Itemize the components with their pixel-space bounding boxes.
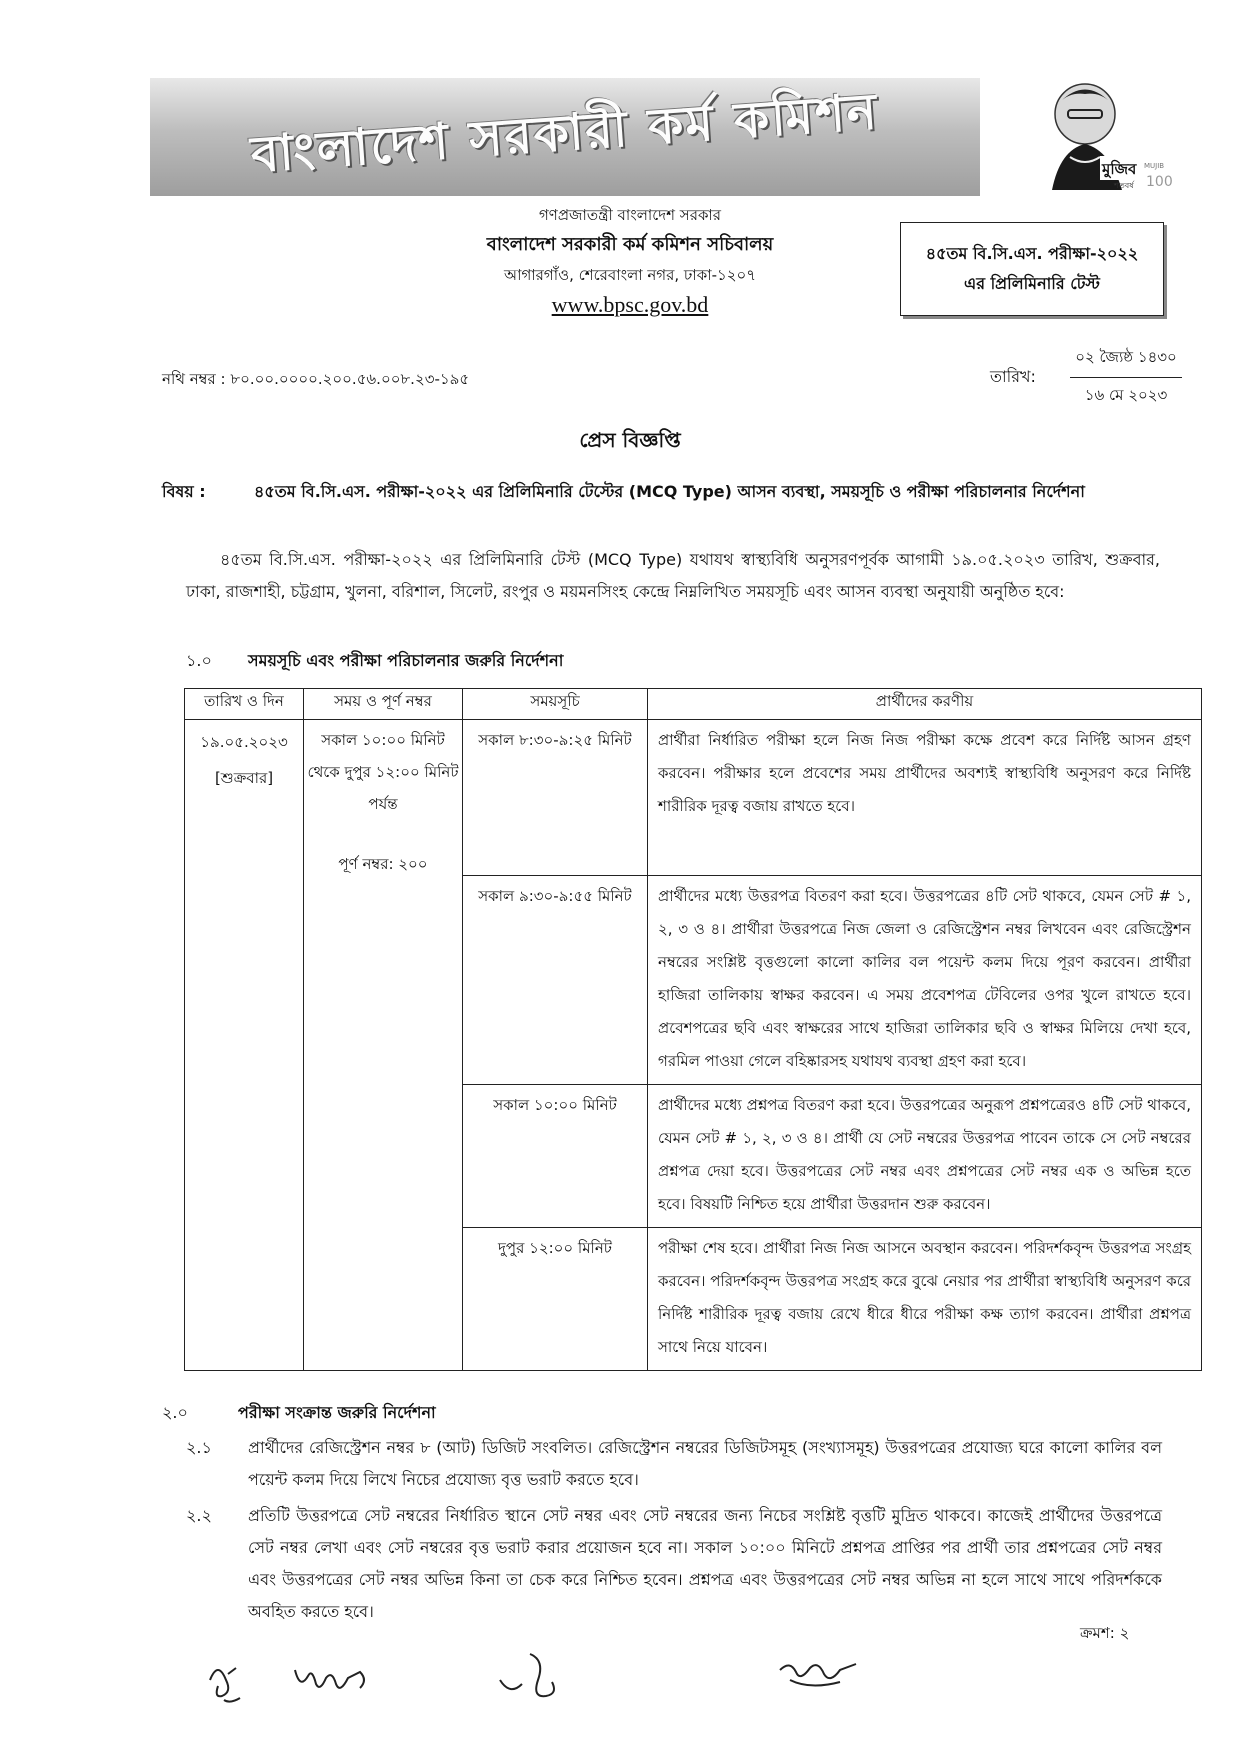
signatures <box>200 1640 920 1720</box>
table-row <box>185 720 1202 876</box>
exam-box-line2: এর প্রিলিমিনারি টেস্ট <box>964 274 1100 293</box>
instruction-cell: প্রার্থীদের মধ্যে উত্তরপত্র বিতরণ করা হবে। উত্তরপত্রের ৪টি সেট থাকবে, যেমন সেট # ১, ২, ৩ ও ৪। প্রার্থীরা উত্তরপত্রে নিজ জেলা ও রেজিস্ট্রেশন নম্বর লিখবেন এবং রেজিস্ট্রেশন নম্বরের সংশ্লিষ্ট বৃত্তগুলো কালো কালির বল পয়েন্ট কলম দিয়ে পূরণ করবেন। প্রার্থীরা হাজিরা তালিকায় স্বাক্ষর করবেন। এ সময় প্রবেশপত্র টেবিলের ওপর খুলে রাখতে হবে। প্রবেশপত্রের ছবি এবং স্বাক্ষরের সাথে হাজিরা তালিকার ছবি ও স্বাক্ষর মিলিয়ে দেখা হবে, গরমিল পাওয়া গেলে বহিষ্কারসহ যথাযথ ব্যবস্থা গ্রহণ করা হবে। <box>648 876 1202 1085</box>
mujib-centenary-logo <box>1030 72 1173 192</box>
date-english: ১৬ মে ২০২৩ <box>1084 386 1168 404</box>
exam-date: ১৯.০৫.২০২৩ <box>200 733 288 751</box>
instruction-number: ২.১ <box>186 1438 212 1457</box>
gov-name: গণপ্রজাতন্ত্রী বাংলাদেশ সরকার <box>538 206 722 224</box>
time-range: সকাল ১০:০০ মিনিট থেকে দুপুর ১২:০০ মিনিট পর্যন্ত <box>307 731 459 813</box>
signature-4 <box>780 1664 856 1686</box>
logo-subtext: শতবর্ষ <box>1114 181 1134 190</box>
logo-number: 100 <box>1146 174 1173 190</box>
signature-3 <box>500 1654 554 1696</box>
logo-mujib-text: MUJIB <box>1144 162 1165 170</box>
section1-heading <box>186 648 1086 676</box>
address: আগারগাঁও, শেরেবাংলা নগর, ঢাকা-১২০৭ <box>503 266 757 284</box>
continued-page-marker: ক্রমশ: ২ <box>1080 1624 1130 1642</box>
header-time-marks: সময় ও পূর্ণ নম্বর <box>304 689 463 720</box>
exam-date-cell <box>185 720 304 1371</box>
exam-box-line1: ৪৫তম বি.সি.এস. পরীক্ষা-২০২২ <box>925 244 1139 263</box>
header-schedule: সময়সূচি <box>463 689 648 720</box>
section1-title: সময়সূচি এবং পরীক্ষা পরিচালনার জরুরি নির্দেশনা <box>248 651 564 670</box>
section2-title: পরীক্ষা সংক্রান্ত জরুরি নির্দেশনা <box>238 1403 436 1422</box>
signature-1 <box>210 1668 240 1702</box>
header-banner <box>150 78 980 196</box>
instruction-number: ২.২ <box>186 1506 212 1525</box>
instruction-cell: প্রার্থীদের মধ্যে প্রশ্নপত্র বিতরণ করা হবে। উত্তরপত্রের অনুরূপ প্রশ্নপত্রেরও ৪টি সেট থাকবে, যেমন সেট # ১, ২, ৩ ও ৪। প্রার্থী যে সেট নম্বরের উত্তরপত্র পাবেন তাকে সে সেট নম্বরের প্রশ্নপত্র দেয়া হবে। উত্তরপত্রের সেট নম্বর এবং প্রশ্নপত্রের সেট নম্বর এক ও অভিন্ন হতে হবে। বিষয়টি নিশ্চিত হয়ে প্রার্থীরা উত্তরদান শুরু করবেন। <box>648 1085 1202 1228</box>
intro-paragraph: ৪৫তম বি.সি.এস. পরীক্ষা-২০২২ এর প্রিলিমিনারি টেস্ট (MCQ Type) যথাযথ স্বাস্থ্যবিধি অনুসরণপূর্বক আগামী ১৯.০৫.২০২৩ তারিখ, শুক্রবার, ঢাকা, রাজশাহী, চট্টগ্রাম, খুলনা, বরিশাল, সিলেট, রংপুর ও ময়মনসিংহ কেন্দ্রে নিম্নলিখিত সময়সূচি এবং আসন ব্যবস্থা অনুযায়ী অনুষ্ঠিত হবে: <box>186 550 1160 601</box>
file-number: নথি নম্বর : ৮০.০০.০০০০.২০০.৫৬.০০৮.২৩-১৯৫ <box>162 370 470 388</box>
banner-text: বাংলাদেশ সরকারী কর্ম কমিশন <box>248 81 881 184</box>
schedule-cell: সকাল ৯:৩০-৯:৫৫ মিনিট <box>463 876 648 1085</box>
instruction-item <box>186 1500 1162 1628</box>
instruction-cell: পরীক্ষা শেষ হবে। প্রার্থীরা নিজ নিজ আসনে অবস্থান করবেন। পরিদর্শকবৃন্দ উত্তরপত্র সংগ্রহ করবেন। পরিদর্শকবৃন্দ উত্তরপত্র সংগ্রহ করে বুঝে নেয়ার পর প্রার্থীরা স্বাস্থ্যবিধি অনুসরণ করে নির্দিষ্ট শারীরিক দূরত্ব বজায় রেখে ধীরে ধীরে পরীক্ষা কক্ষ ত্যাগ করবেন। প্রার্থীরা প্রশ্নপত্র সাথে নিয়ে যাবেন। <box>648 1228 1202 1371</box>
exam-day: [শুক্রবার] <box>214 769 274 787</box>
press-release-title: প্রেস বিজ্ঞপ্তি <box>579 428 681 452</box>
header-candidate-tasks: প্রার্থীদের করণীয় <box>648 689 1202 720</box>
schedule-table <box>184 688 1202 1371</box>
signature-2 <box>295 1670 364 1688</box>
section2-heading <box>162 1400 1062 1428</box>
time-marks-cell <box>304 720 463 1371</box>
exam-title-box <box>900 222 1164 316</box>
date-bangla: ০২ জ্যৈষ্ঠ ১৪৩০ <box>1070 346 1182 378</box>
date-label: তারিখ: <box>990 367 1036 386</box>
schedule-cell: সকাল ১০:০০ মিনিট <box>463 1085 648 1228</box>
section2-number: ২.০ <box>162 1403 188 1422</box>
schedule-cell: সকাল ৮:৩০-৯:২৫ মিনিট <box>463 720 648 876</box>
header-center <box>380 200 880 320</box>
header-date-day: তারিখ ও দিন <box>185 689 304 720</box>
schedule-cell: দুপুর ১২:০০ মিনিট <box>463 1228 648 1371</box>
instruction-text: প্রতিটি উত্তরপত্রে সেট নম্বরের নির্ধারিত স্থানে সেট নম্বর এবং সেট নম্বরের জন্য নিচের সংশ্লিষ্ট বৃত্তটি মুদ্রিত থাকবে। কাজেই প্রার্থীদের উত্তরপত্রে সেট নম্বর লেখা এবং সেট নম্বরের বৃত্ত ভরাট করার প্রয়োজন হবে না। সকাল ১০:০০ মিনিটে প্রশ্নপত্র প্রাপ্তির পর প্রার্থী তার প্রশ্নপত্রের সেট নম্বর এবং উত্তরপত্রের সেট নম্বর অভিন্ন কিনা তা চেক করে নিশ্চিত হবেন। প্রশ্নপত্র এবং উত্তরপত্রের সেট নম্বর অভিন্ন না হলে সাথে সাথে পরিদর্শককে অবহিত করতে হবে। <box>248 1506 1162 1621</box>
logo-text: মুজিব <box>1102 160 1137 178</box>
subject-text: ৪৫তম বি.সি.এস. পরীক্ষা-২০২২ এর প্রিলিমিনারি টেস্টের (MCQ Type) আসন ব্যবস্থা, সময়সূচি ও পরীক্ষা পরিচালনার নির্দেশনা <box>254 482 1085 501</box>
subject <box>162 476 1162 508</box>
instruction-cell: প্রার্থীরা নির্ধারিত পরীক্ষা হলে নিজ নিজ পরীক্ষা কক্ষে প্রবেশ করে নির্দিষ্ট আসন গ্রহণ করবেন। পরীক্ষার হলে প্রবেশের সময় প্রার্থীদের অবশ্যই স্বাস্থ্যবিধি অনুসরণ করে নির্দিষ্ট শারীরিক দূরত্ব বজায় রাখতে হবে। <box>648 720 1202 876</box>
instruction-text: প্রার্থীদের রেজিস্ট্রেশন নম্বর ৮ (আট) ডিজিট সংবলিত। রেজিস্ট্রেশন নম্বরের ডিজিটসমূহ (সংখ্যাসমূহ) উত্তরপত্রের প্রযোজ্য ঘরে কালো কালির বল পয়েন্ট কলম দিয়ে লিখে নিচের প্রযোজ্য বৃত্ত ভরাট করতে হবে। <box>248 1438 1162 1489</box>
table-header-row <box>185 689 1202 720</box>
date-stack <box>1070 346 1182 409</box>
instruction-item <box>186 1432 1162 1496</box>
subject-label: বিষয় : <box>162 482 206 501</box>
section1-number: ১.০ <box>186 651 212 670</box>
secretariat-name: বাংলাদেশ সরকারী কর্ম কমিশন সচিবালয় <box>486 234 774 255</box>
full-marks: পূর্ণ নম্বর: ২০০ <box>338 855 428 873</box>
website-link[interactable]: www.bpsc.gov.bd <box>551 292 709 317</box>
